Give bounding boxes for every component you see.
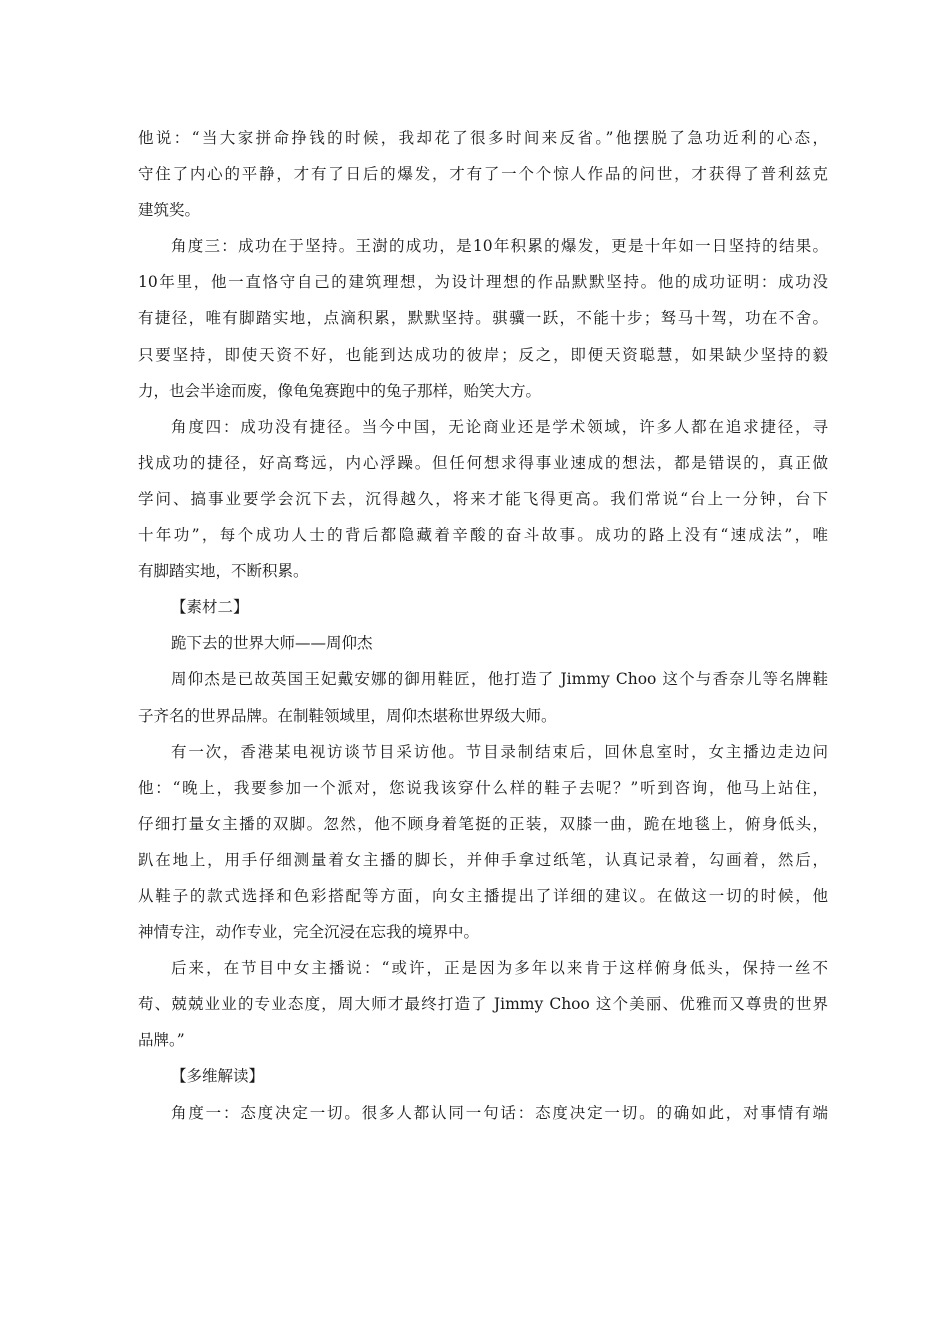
paragraph-start: 角度一：态度决定一切。很多人都认同一句话：态度决定一切。的确如此，对事情有端 — [171, 1103, 828, 1122]
text-line: 只要坚持，即使天资不好，也能到达成功的彼岸；反之，即便天资聪慧，如果缺少坚持的毅 — [138, 345, 828, 364]
text-line: 10年里，他一直恪守自己的建筑理想，为设计理想的作品默默坚持。他的成功证明：成功没 — [138, 273, 828, 292]
text-line: 找成功的捷径，好高骛远，内心浮躁。但任何想求得事业速成的想法，都是错误的，真正做 — [138, 453, 828, 472]
paragraph-start: 角度四：成功没有捷径。当今中国，无论商业还是学术领域，许多人都在追求捷径，寻 — [171, 417, 828, 436]
text-line: 守住了内心的平静，才有了日后的爆发，才有了一个个惊人作品的问世，才获得了普利兹克 — [138, 165, 828, 184]
text-line: 他：“晚上，我要参加一个派对，您说我该穿什么样的鞋子去呢？”听到咨询，他马上站住， — [138, 778, 828, 797]
text-line: 仔细打量女主播的双脚。忽然，他不顾身着笔挺的正装，双膝一曲，跪在地毯上，俯身低头， — [138, 814, 828, 833]
text-line: 十年功”，每个成功人士的背后都隐藏着辛酸的奋斗故事。成功的路上没有“速成法”，唯 — [138, 526, 828, 545]
text-line: 有脚踏实地，不断积累。 — [138, 562, 309, 581]
text-line: 建筑奖。 — [138, 201, 201, 220]
text-line: 苟、兢兢业业的专业态度，周大师才最终打造了 Jimmy Choo 这个美丽、优雅而又尊贵的世界 — [138, 995, 828, 1014]
text-line: 力，也会半途而废，像龟兔赛跑中的兔子那样，贻笑大方。 — [138, 381, 542, 400]
paragraph-start: 有一次，香港某电视访谈节目采访他。节目录制结束后，回休息室时，女主播边走边问 — [171, 742, 828, 761]
paragraph-start: 角度三：成功在于坚持。王澍的成功，是10年积累的爆发，更是十年如一日坚持的结果。 — [171, 237, 828, 256]
document-page — [138, 120, 828, 1131]
text-line: 神情专注，动作专业，完全沉浸在忘我的境界中。 — [138, 923, 480, 942]
material-title: 跪下去的世界大师——周仰杰 — [171, 634, 373, 653]
text-line: 他说：“当大家拼命挣钱的时候，我却花了很多时间来反省。”他摆脱了急功近利的心态， — [138, 129, 828, 147]
text-line: 趴在地上，用手仔细测量着女主播的脚长，并伸手拿过纸笔，认真记录着，勾画着，然后， — [138, 850, 828, 869]
text-line: 品牌。” — [138, 1031, 185, 1050]
section-heading: 【多维解读】 — [171, 1067, 265, 1086]
paragraph-start: 周仰杰是已故英国王妃戴安娜的御用鞋匠，他打造了 Jimmy Choo 这个与香奈儿等名牌鞋 — [171, 670, 828, 689]
paragraph-start: 后来，在节目中女主播说：“或许，正是因为多年以来肯于这样俯身低头，保持一丝不 — [171, 959, 828, 978]
text-line: 有捷径，唯有脚踏实地，点滴积累，默默坚持。骐骥一跃，不能十步；驽马十驾，功在不舍。 — [138, 309, 828, 328]
text-line: 子齐名的世界品牌。在制鞋领域里，周仰杰堪称世界级大师。 — [138, 706, 557, 725]
text-line: 从鞋子的款式选择和色彩搭配等方面，向女主播提出了详细的建议。在做这一切的时候，他 — [138, 886, 828, 905]
section-heading: 【素材二】 — [171, 598, 249, 617]
text-line: 学问、搞事业要学会沉下去，沉得越久，将来才能飞得更高。我们常说“台上一分钟，台下 — [138, 489, 828, 508]
